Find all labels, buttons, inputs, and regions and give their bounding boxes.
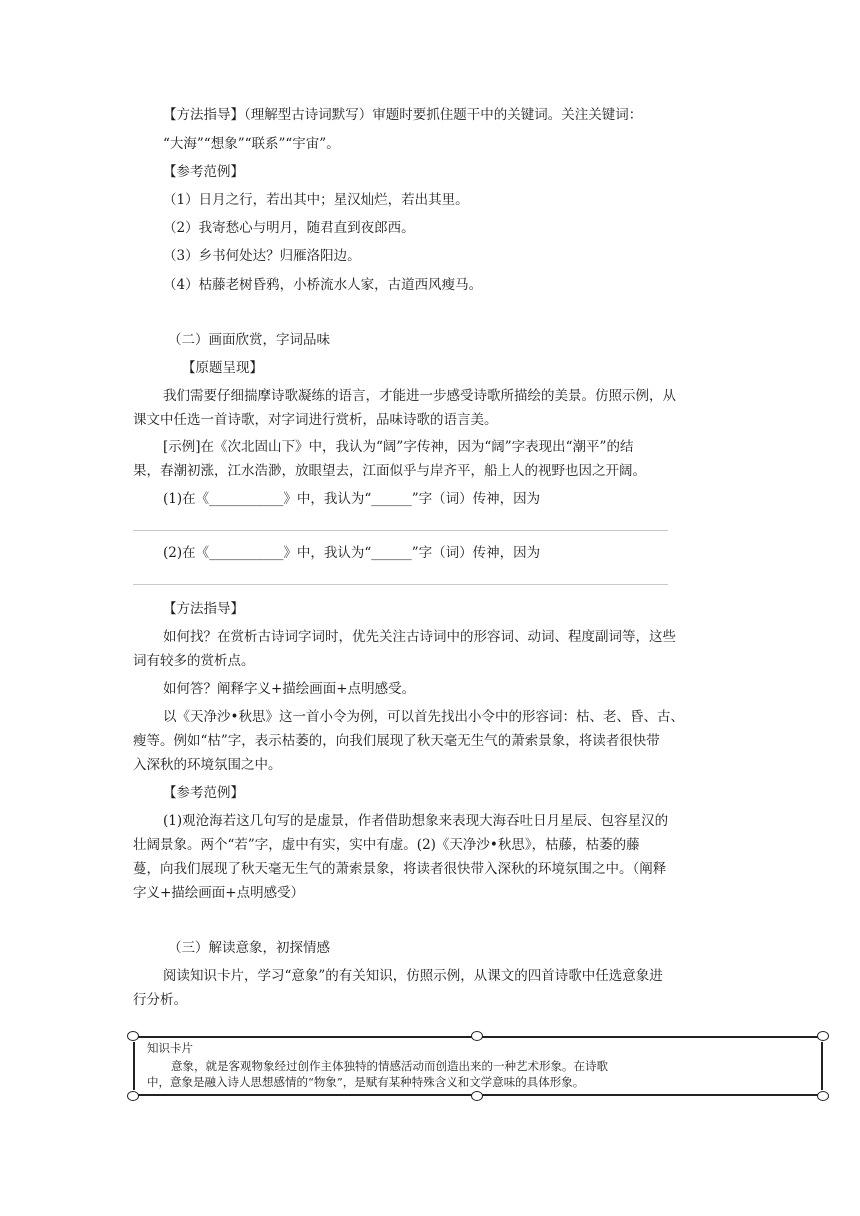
method-line: 词有较多的赏析点。 [133,653,255,669]
knowledge-card [133,1036,823,1096]
method-title: 【方法指导】 [163,601,244,617]
example-item: （4）枯藤老树昏鸦，小桥流水人家，古道西风瘦马。 [163,277,483,293]
reference-line: 蔓，向我们展现了秋天毫无生气的萧索景象，将读者很快带入深秋的环境氛围之中。（阐释 [133,861,667,877]
reference-title: 【参考范例】 [163,164,244,180]
card-title: 知识卡片 [147,1041,193,1055]
fill-blank-2[interactable]: (2)在《___________》中，我认为“______”字（词）传神，因为 [163,545,541,561]
card-edge-knob [471,1031,483,1041]
card-left-edge [133,1042,135,1090]
section-heading: （三）解读意象，初探情感 [168,940,330,956]
method-line: 以《天净沙•秋思》这一首小令为例，可以首先找出小令中的形容词：枯、老、昏、古、 [163,709,684,725]
answer-rule-1[interactable] [133,530,668,531]
intro-line: 行分析。 [133,992,187,1008]
reference-line: 壮阔景象。两个“若”字，虚中有实，实中有虚。(2)《天净沙•秋思》，枯藤，枯萎的藤 [133,837,640,853]
card-line: 意象，就是客观物象经过创作主体独特的情感活动而创造出来的一种艺术形象。在诗歌 [171,1059,608,1073]
example-item: （1）日月之行，若出其中；星汉灿烂，若出其里。 [163,192,469,208]
original-title: 【原题呈现】 [182,360,263,376]
keywords-line: “大海”“想象”“联系”“宇宙”。 [163,136,340,152]
card-line: 中，意象是融入诗人思想感情的“物象”，是赋有某种特殊含义和文学意味的具体形象。 [147,1075,585,1089]
card-corner-knob [817,1091,829,1101]
fill-blank-1[interactable]: (1)在《___________》中，我认为“______”字（词）传神，因为 [163,491,541,507]
method-line: 入深秋的环境氛围之中。 [133,757,282,773]
example-item: （2）我寄愁心与明月，随君直到夜郎西。 [163,220,415,236]
intro-line: 阅读知识卡片，学习“意象”的有关知识，仿照示例，从课文的四首诗歌中任选意象进 [163,968,663,984]
method-line: 如何答？阐释字义+描绘画面+点明感受。 [163,681,416,697]
intro-line: 课文中任选一首诗歌，对字词进行赏析，品味诗歌的语言美。 [133,412,498,428]
card-corner-knob [817,1031,829,1041]
method-line: 如何找？在赏析古诗词字词时，优先关注古诗词中的形容词、动词、程度副词等，这些 [163,629,676,645]
reference-title: 【参考范例】 [163,785,244,801]
card-edge-knob [471,1091,483,1101]
example-item: （3）乡书何处达？归雁洛阳边。 [163,248,361,264]
sample-line: [示例]在《次北固山下》中，我认为“阔”字传神，因为“阔”字表现出“潮平”的结 [163,439,634,455]
answer-rule-2[interactable] [133,584,668,585]
method-line: 瘦等。例如“枯”字，表示枯萎的，向我们展现了秋天毫无生气的萧索景象，将读者很快带 [133,733,660,749]
section-heading: （二）画面欣赏，字词品味 [168,332,330,348]
card-corner-knob [127,1091,139,1101]
intro-line: 我们需要仔细揣摩诗歌凝练的语言，才能进一步感受诗歌所描绘的美景。仿照示例，从 [163,388,676,404]
sample-line: 果，春潮初涨，江水浩渺，放眼望去，江面似乎与岸齐平，船上人的视野也因之开阔。 [133,463,646,479]
card-corner-knob [127,1031,139,1041]
card-right-edge [821,1042,823,1090]
reference-line: (1)观沧海若这几句写的是虚景，作者借助想象来表现大海吞吐日月星辰、包容星汉的 [163,813,669,829]
method-guide-line: 【方法指导】（理解型古诗词默写）审题时要抓住题干中的关键词。关注关键词： [163,107,643,123]
reference-line: 字义+描绘画面+点明感受） [133,885,305,901]
